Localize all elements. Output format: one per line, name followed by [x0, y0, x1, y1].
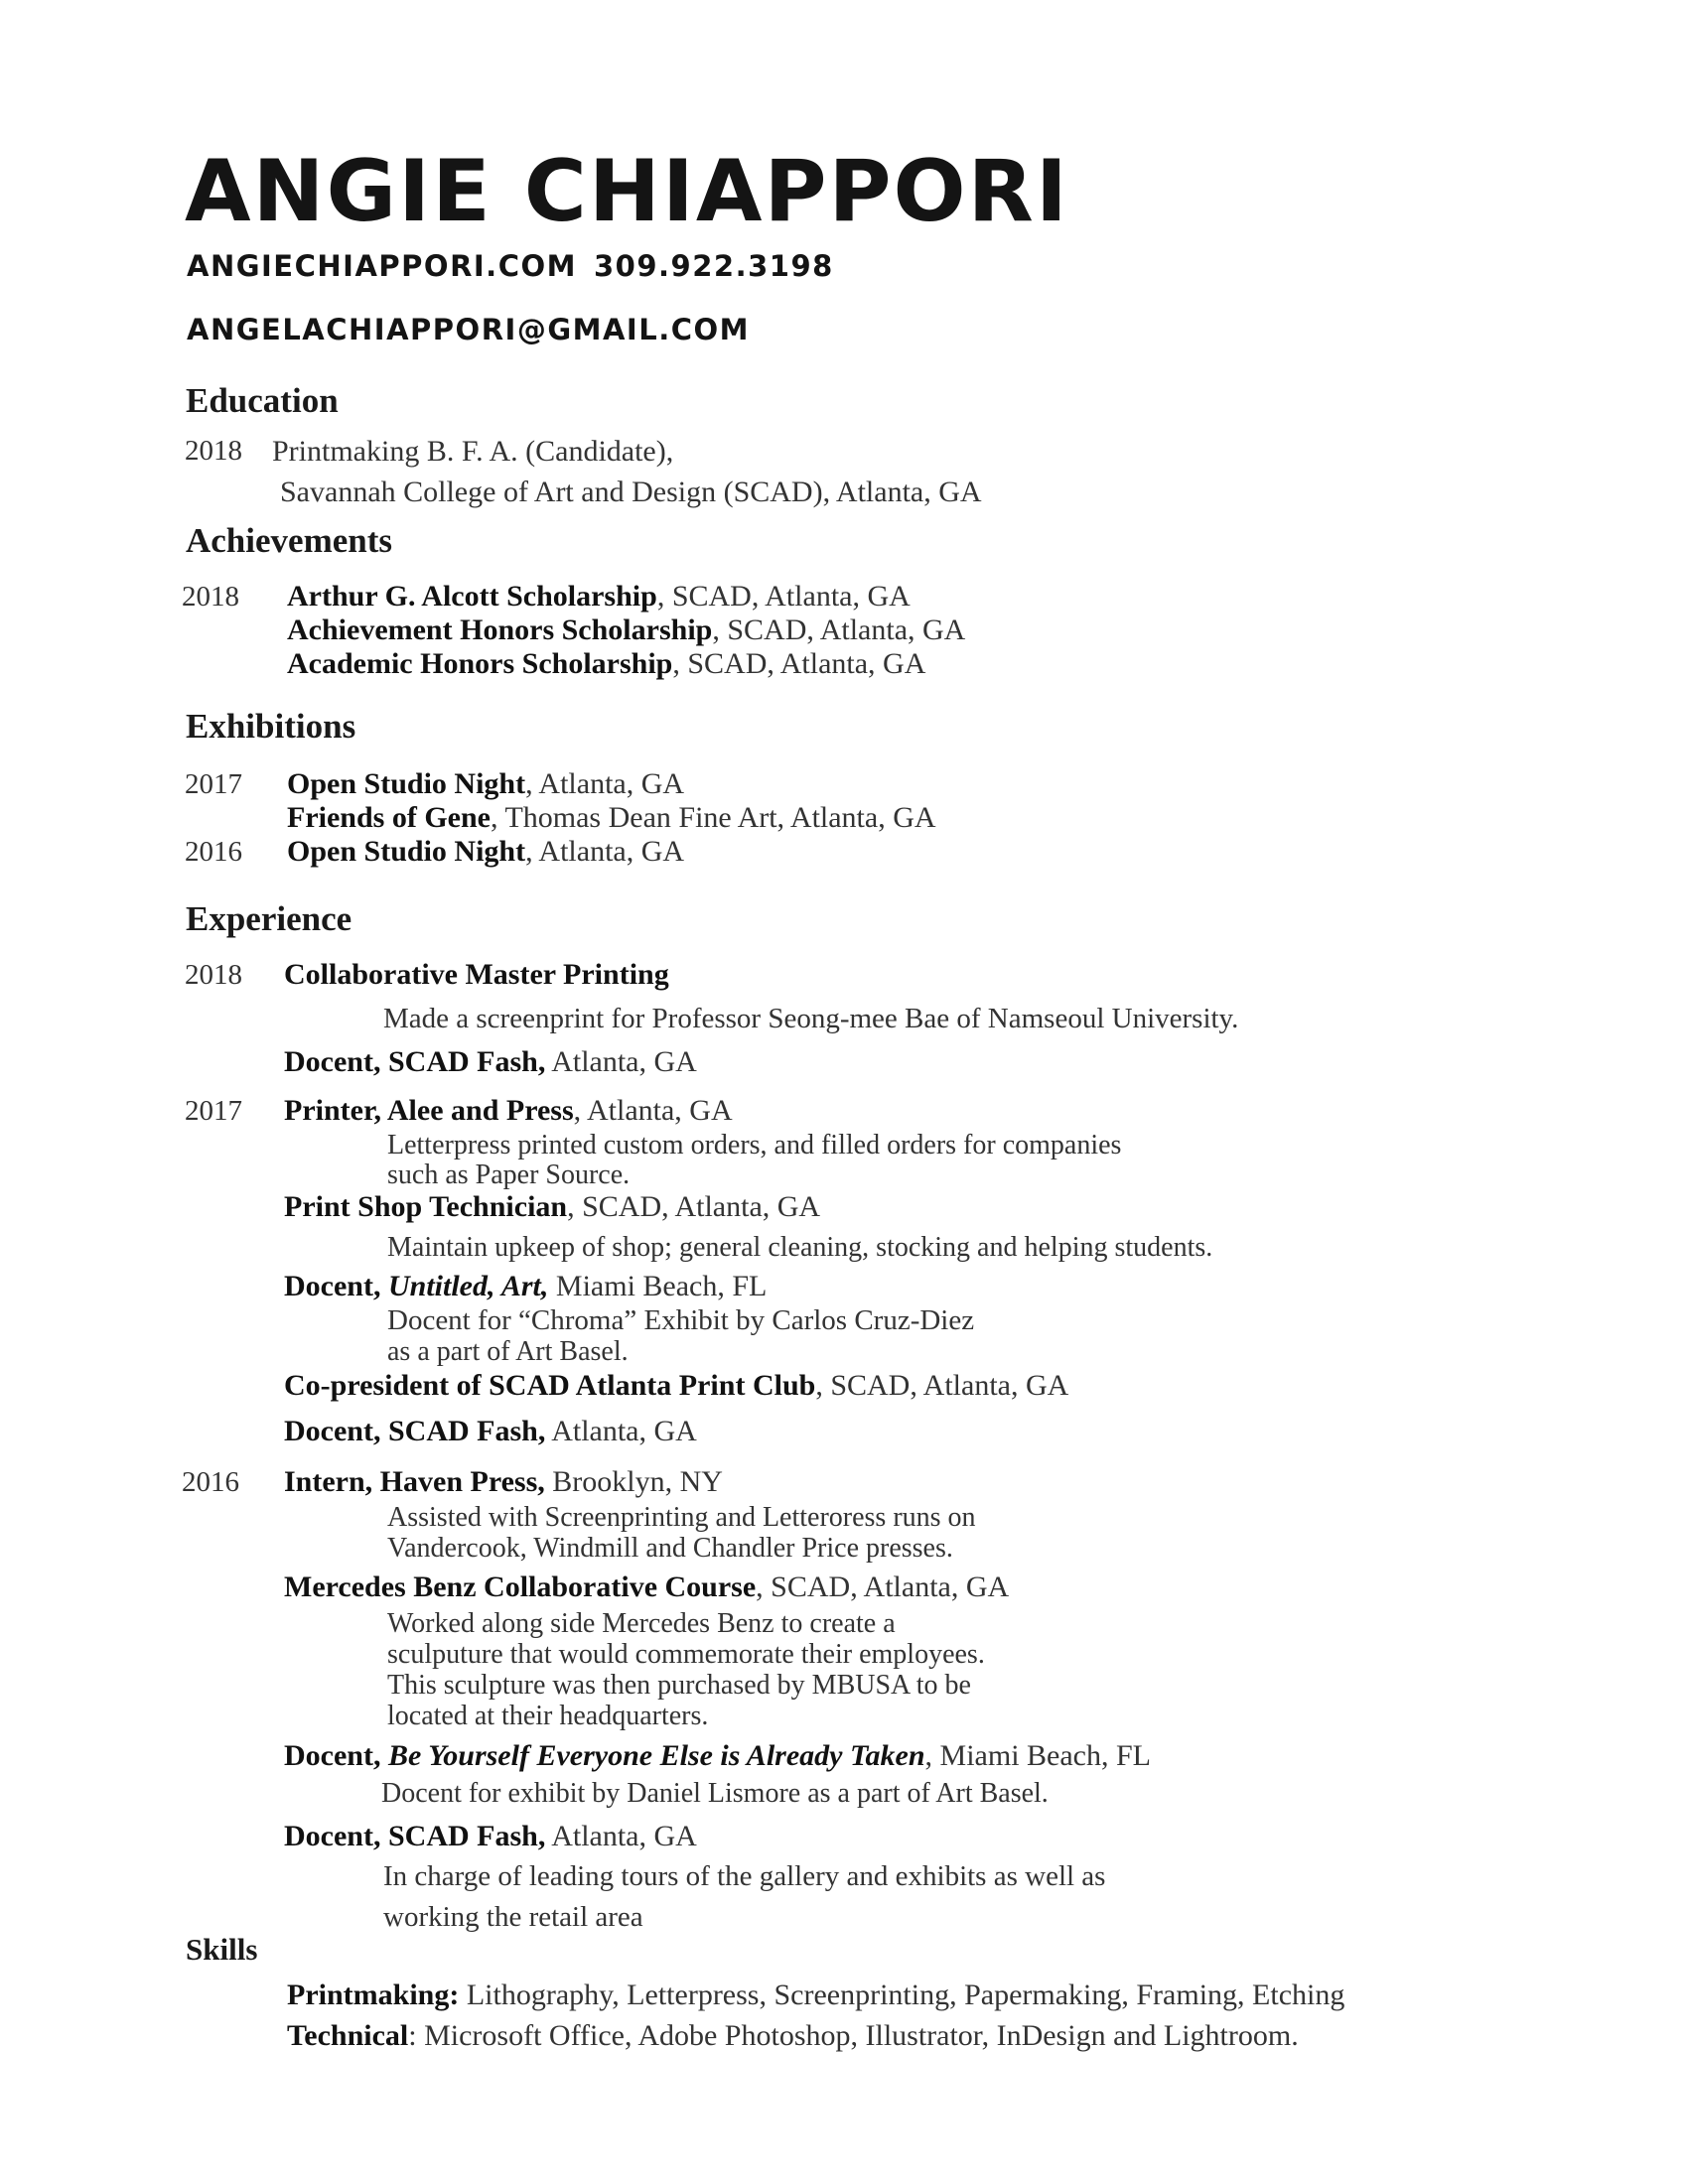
experience-title: Docent, SCAD Fash, Atlanta, GA	[284, 1415, 697, 1447]
experience-title: Printer, Alee and Press, Atlanta, GA	[284, 1094, 733, 1127]
experience-title: Docent, SCAD Fash, Atlanta, GA	[284, 1820, 697, 1852]
experience-desc: sculputure that would commemorate their employees.	[387, 1639, 985, 1670]
education-heading: Education	[186, 381, 339, 420]
experience-title: Mercedes Benz Collaborative Course, SCAD, Atlanta, GA	[284, 1570, 1010, 1603]
experience-desc: This sculpture was then purchased by MBUSA to be	[387, 1670, 971, 1701]
exhibitions-heading: Exhibitions	[186, 707, 356, 746]
exhibition-item: Open Studio Night, Atlanta, GA	[287, 835, 685, 868]
experience-heading: Experience	[186, 899, 352, 938]
skills-heading: Skills	[186, 1932, 258, 1967]
experience-desc: Worked along side Mercedes Benz to create a	[387, 1608, 896, 1639]
achievements-heading: Achievements	[186, 521, 393, 560]
achievement-item: Academic Honors Scholarship, SCAD, Atlanta, GA	[287, 647, 926, 680]
exhibition-year: 2016	[185, 836, 242, 868]
experience-desc: Maintain upkeep of shop; general cleaning, stocking and helping students.	[387, 1232, 1213, 1263]
resume-name: ANGIE CHIAPPORI	[185, 142, 1069, 241]
achievement-item: Arthur G. Alcott Scholarship, SCAD, Atlanta, GA	[287, 580, 911, 613]
website[interactable]: ANGIECHIAPPORI.COM	[187, 249, 577, 283]
experience-desc: Vandercook, Windmill and Chandler Price presses.	[387, 1533, 953, 1564]
experience-desc: Docent for exhibit by Daniel Lismore as a part of Art Basel.	[381, 1778, 1049, 1809]
experience-year: 2016	[182, 1466, 239, 1498]
experience-title: Print Shop Technician, SCAD, Atlanta, GA	[284, 1190, 821, 1223]
experience-title: Co-president of SCAD Atlanta Print Club, SCAD, Atlanta, GA	[284, 1369, 1069, 1402]
experience-title: Docent, Be Yourself Everyone Else is Already Taken, Miami Beach, FL	[284, 1739, 1151, 1772]
experience-desc: working the retail area	[383, 1901, 643, 1933]
experience-year: 2017	[185, 1095, 242, 1127]
experience-title: Docent, SCAD Fash, Atlanta, GA	[284, 1045, 697, 1078]
experience-desc: Assisted with Screenprinting and Letteroress runs on	[387, 1502, 976, 1533]
experience-desc: Made a screenprint for Professor Seong-mee Bae of Namseoul University.	[383, 1003, 1239, 1034]
education-year: 2018	[185, 435, 242, 467]
email[interactable]: ANGELACHIAPPORI@GMAIL.COM	[187, 313, 751, 346]
experience-desc: such as Paper Source.	[387, 1160, 631, 1190]
experience-desc: located at their headquarters.	[387, 1701, 709, 1731]
exhibition-year: 2017	[185, 768, 242, 800]
experience-year: 2018	[185, 959, 242, 991]
experience-desc: Docent for “Chroma” Exhibit by Carlos Cruz-Diez	[387, 1304, 975, 1336]
skills-printmaking: Printmaking: Lithography, Letterpress, Screenprinting, Papermaking, Framing, Etching	[287, 1979, 1345, 2011]
experience-title: Intern, Haven Press, Brooklyn, NY	[284, 1465, 723, 1498]
education-school: Savannah College of Art and Design (SCAD), Atlanta, GA	[280, 476, 982, 508]
experience-title: Docent, Untitled, Art, Miami Beach, FL	[284, 1270, 768, 1302]
phone: 309.922.3198	[594, 249, 834, 283]
experience-desc: In charge of leading tours of the gallery and exhibits as well as	[383, 1860, 1106, 1892]
achievements-year: 2018	[182, 581, 239, 613]
achievement-item: Achievement Honors Scholarship, SCAD, Atlanta, GA	[287, 614, 966, 646]
exhibition-item: Friends of Gene, Thomas Dean Fine Art, Atlanta, GA	[287, 801, 936, 834]
experience-title: Collaborative Master Printing	[284, 958, 669, 991]
experience-desc: as a part of Art Basel.	[387, 1336, 629, 1367]
exhibition-item: Open Studio Night, Atlanta, GA	[287, 767, 685, 800]
experience-desc: Letterpress printed custom orders, and filled orders for companies	[387, 1130, 1122, 1160]
education-degree: Printmaking B. F. A. (Candidate),	[272, 435, 674, 468]
skills-technical: Technical: Microsoft Office, Adobe Photoshop, Illustrator, InDesign and Lightroom.	[287, 2019, 1299, 2052]
